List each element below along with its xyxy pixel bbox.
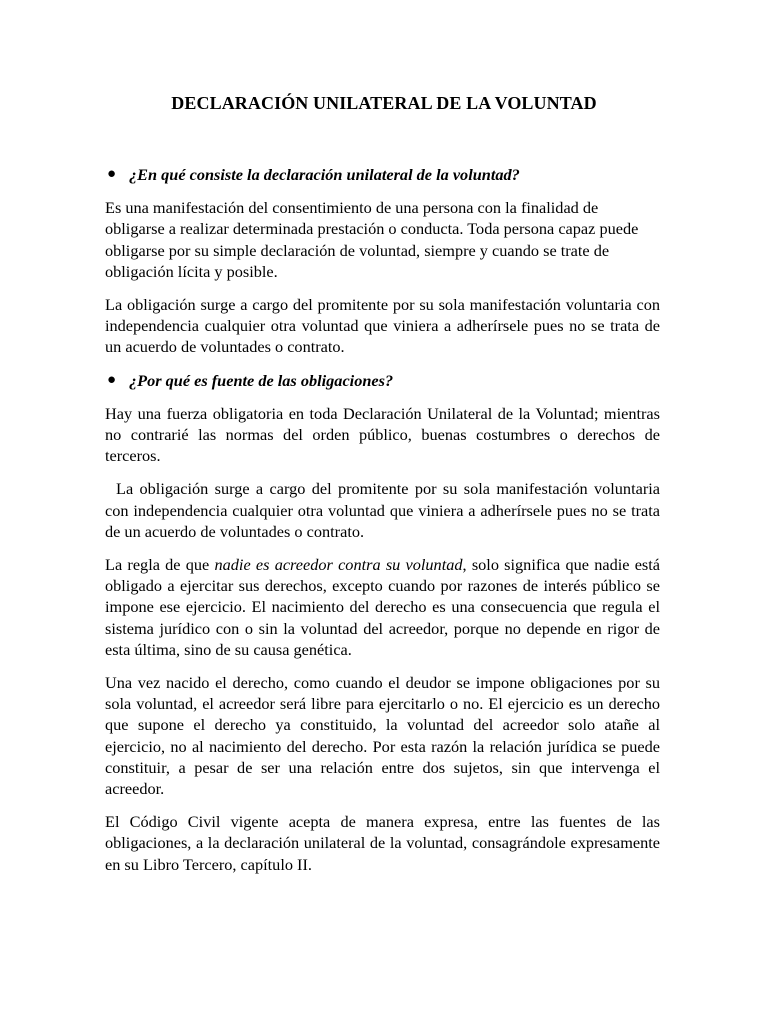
paragraph-5 — [105, 554, 660, 660]
question-heading-2 — [105, 370, 660, 391]
paragraph-2: La obligación surge a cargo del promitente por su sola manifestación voluntaria con independencia cualquier otra voluntad que viniera a adherírsele pues no se trata de un acuerdo de voluntades o contrato. — [105, 295, 660, 357]
question-heading-1 — [105, 164, 660, 185]
paragraph-5-end: , solo significa que nadie está obligado a ejercitar sus derechos, excepto cuando por razones de interés público se impone ese ejercicio. El nacimiento del derecho es una consecuencia que regula el sistema jurídico con o sin la voluntad del acreedor, porque no depende en rigor de esta última, sino de su causa genética. — [105, 555, 661, 659]
paragraph-4: La obligación surge a cargo del promitente por su sola manifestación voluntaria con independencia cualquier otra voluntad que viniera a adherírsele pues no se trata de un acuerdo de voluntades o contrato. — [105, 479, 660, 541]
paragraph-5-start: La regla de que — [105, 555, 215, 575]
italic-maxim: nadie es acreedor contra su voluntad — [214, 555, 463, 575]
document-body — [105, 164, 660, 887]
paragraph-1: Es una manifestación del consentimiento de una persona con la finalidad de obligarse a realizar determinada prestación o conducta. Toda persona capaz puede obligarse por su simple declaración de voluntad, siempre y cuando se trate de obligación lícita y posible. — [105, 198, 639, 281]
paragraph-7: El Código Civil vigente acepta de manera expresa, entre las fuentes de las obligaciones, a la declaración unilateral de la voluntad, consagrándole expresamente en su Libro Tercero, capítulo II. — [105, 812, 660, 874]
bullet-icon: ● — [107, 371, 117, 388]
question-2-text: ¿Por qué es fuente de las obligaciones? — [129, 370, 394, 390]
bullet-icon: ● — [107, 166, 117, 182]
paragraph-6: Una vez nacido el derecho, como cuando el deudor se impone obligaciones por su sola voluntad, el acreedor será libre para ejercitarlo o no. El ejercicio es un derecho que supone el derecho ya constituido, la voluntad del acreedor solo atañe al ejercicio, no al nacimiento del derecho. Por esta razón la relación jurídica se puede constituir, a pesar de ser una relación entre dos sujetos, sin que intervenga el acreedor. — [105, 673, 660, 799]
document-title: DECLARACIÓN UNILATERAL DE LA VOLUNTAD — [171, 93, 597, 113]
paragraph-3: Hay una fuerza obligatoria en toda Declaración Unilateral de la Voluntad; mientras no contrarié las normas del orden público, buenas costumbres o derechos de terceros. — [105, 403, 660, 466]
question-1-text: ¿En qué consiste la declaración unilateral de la voluntad? — [129, 165, 520, 184]
